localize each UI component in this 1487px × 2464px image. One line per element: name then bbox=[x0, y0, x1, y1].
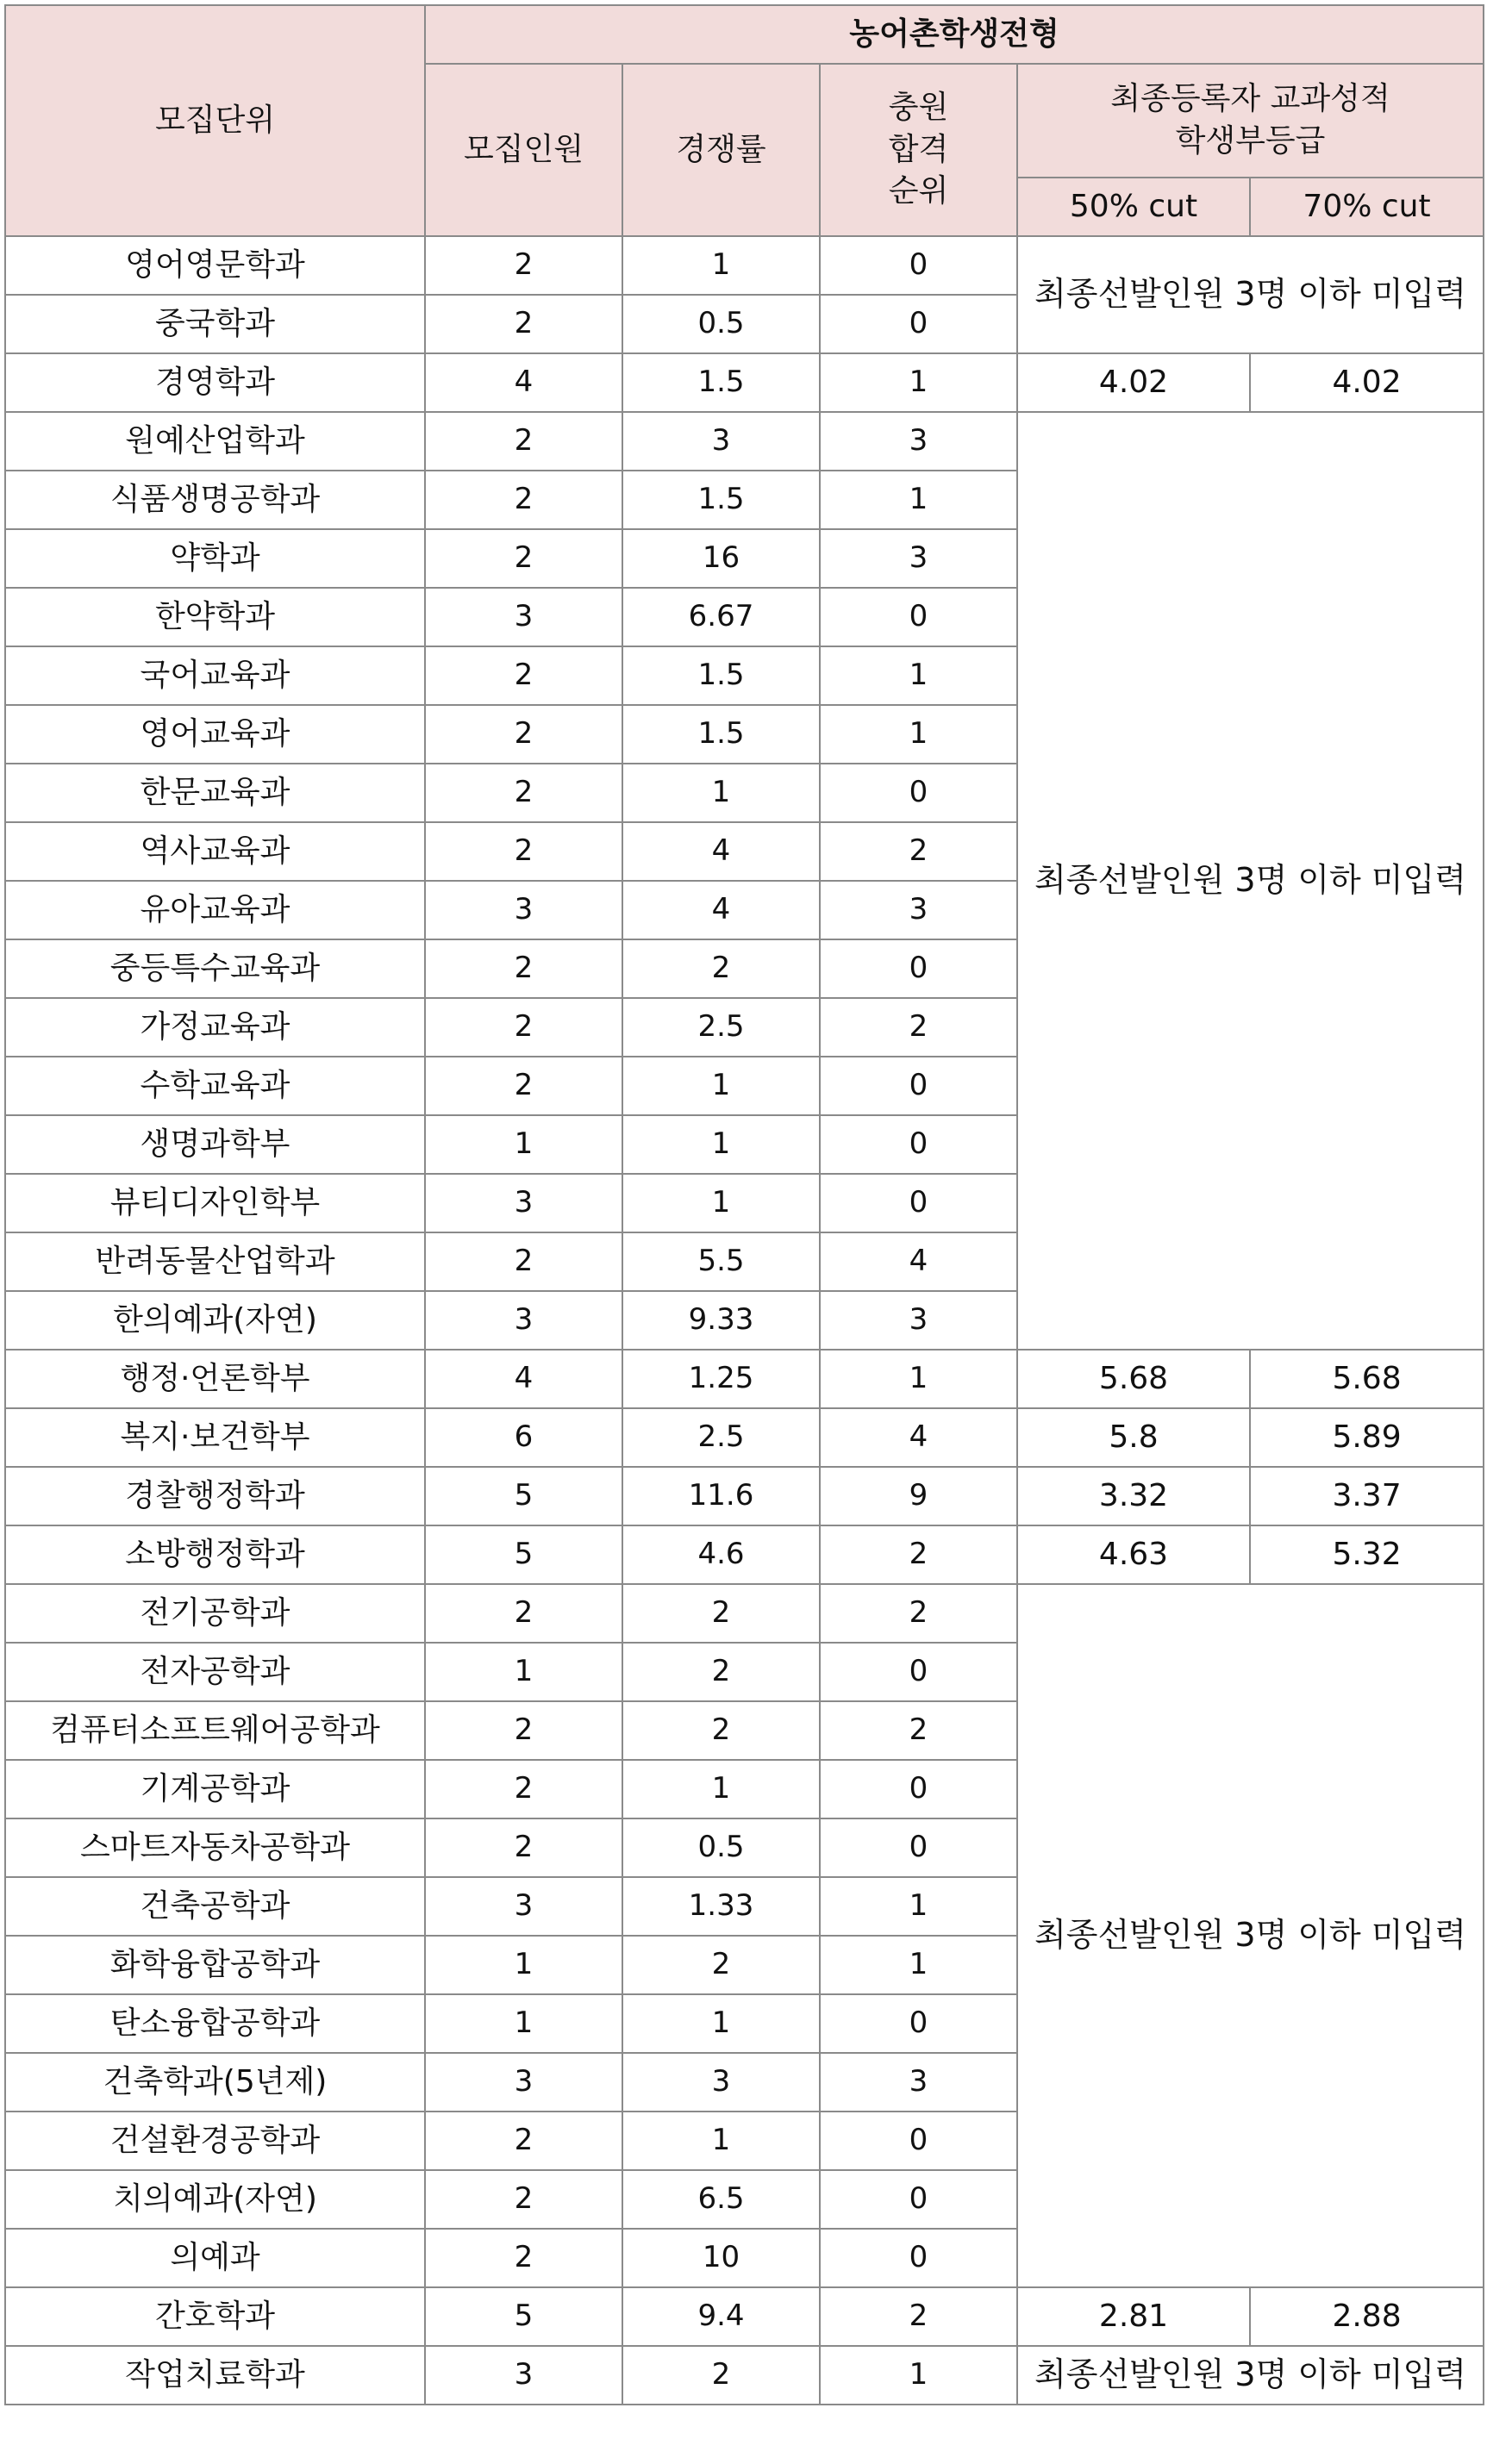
waitlist-rank-cell: 0 bbox=[820, 295, 1017, 353]
quota-cell: 1 bbox=[425, 1115, 622, 1174]
waitlist-rank-cell: 1 bbox=[820, 705, 1017, 764]
unit-cell: 컴퓨터소프트웨어공학과 bbox=[5, 1701, 425, 1760]
unit-cell: 수학교육과 bbox=[5, 1057, 425, 1115]
not-entered-note: 최종선발인원 3명 이하 미입력 bbox=[1017, 1584, 1484, 2287]
quota-cell: 5 bbox=[425, 2287, 622, 2346]
competition-cell: 16 bbox=[622, 529, 820, 588]
header-cut50: 50% cut bbox=[1017, 178, 1250, 236]
cut70-cell: 4.02 bbox=[1250, 353, 1484, 412]
competition-cell: 6.67 bbox=[622, 588, 820, 646]
waitlist-rank-cell: 0 bbox=[820, 2170, 1017, 2229]
competition-cell: 9.33 bbox=[622, 1291, 820, 1350]
competition-cell: 1 bbox=[622, 1115, 820, 1174]
quota-cell: 2 bbox=[425, 1701, 622, 1760]
quota-cell: 2 bbox=[425, 939, 622, 998]
competition-cell: 3 bbox=[622, 412, 820, 471]
quota-cell: 4 bbox=[425, 353, 622, 412]
unit-cell: 화학융합공학과 bbox=[5, 1936, 425, 1994]
competition-cell: 1.25 bbox=[622, 1350, 820, 1408]
quota-cell: 2 bbox=[425, 1232, 622, 1291]
unit-cell: 스마트자동차공학과 bbox=[5, 1818, 425, 1877]
unit-cell: 작업치료학과 bbox=[5, 2346, 425, 2405]
unit-cell: 한약학과 bbox=[5, 588, 425, 646]
unit-cell: 역사교육과 bbox=[5, 822, 425, 881]
admission-results-table bbox=[4, 4, 1484, 2405]
header-cut70: 70% cut bbox=[1250, 178, 1484, 236]
quota-cell: 4 bbox=[425, 1350, 622, 1408]
competition-cell: 6.5 bbox=[622, 2170, 820, 2229]
unit-cell: 건축학과(5년제) bbox=[5, 2053, 425, 2112]
competition-cell: 5.5 bbox=[622, 1232, 820, 1291]
waitlist-rank-cell: 2 bbox=[820, 2287, 1017, 2346]
waitlist-rank-cell: 3 bbox=[820, 412, 1017, 471]
waitlist-rank-cell: 0 bbox=[820, 588, 1017, 646]
cut70-cell: 3.37 bbox=[1250, 1467, 1484, 1525]
competition-cell: 1.33 bbox=[622, 1877, 820, 1936]
unit-cell: 뷰티디자인학부 bbox=[5, 1174, 425, 1232]
quota-cell: 2 bbox=[425, 1818, 622, 1877]
unit-cell: 건축공학과 bbox=[5, 1877, 425, 1936]
competition-cell: 1 bbox=[622, 1057, 820, 1115]
unit-cell: 전기공학과 bbox=[5, 1584, 425, 1643]
quota-cell: 1 bbox=[425, 1936, 622, 1994]
competition-cell: 9.4 bbox=[622, 2287, 820, 2346]
cut50-cell: 5.68 bbox=[1017, 1350, 1250, 1408]
unit-cell: 약학과 bbox=[5, 529, 425, 588]
unit-cell: 한문교육과 bbox=[5, 764, 425, 822]
unit-cell: 복지·보건학부 bbox=[5, 1408, 425, 1467]
waitlist-rank-cell: 0 bbox=[820, 764, 1017, 822]
header-waitlist: 충원 합격 순위 bbox=[820, 64, 1017, 236]
waitlist-rank-cell: 0 bbox=[820, 1174, 1017, 1232]
quota-cell: 3 bbox=[425, 1291, 622, 1350]
unit-cell: 원예산업학과 bbox=[5, 412, 425, 471]
quota-cell: 2 bbox=[425, 412, 622, 471]
waitlist-rank-cell: 9 bbox=[820, 1467, 1017, 1525]
quota-cell: 5 bbox=[425, 1467, 622, 1525]
cut50-cell: 5.8 bbox=[1017, 1408, 1250, 1467]
unit-cell: 건설환경공학과 bbox=[5, 2112, 425, 2170]
waitlist-rank-cell: 0 bbox=[820, 1994, 1017, 2053]
waitlist-rank-cell: 0 bbox=[820, 1057, 1017, 1115]
competition-cell: 1 bbox=[622, 764, 820, 822]
waitlist-rank-cell: 0 bbox=[820, 1115, 1017, 1174]
unit-cell: 생명과학부 bbox=[5, 1115, 425, 1174]
competition-cell: 1 bbox=[622, 236, 820, 295]
competition-cell: 2 bbox=[622, 939, 820, 998]
competition-cell: 1.5 bbox=[622, 705, 820, 764]
waitlist-rank-cell: 0 bbox=[820, 939, 1017, 998]
waitlist-rank-cell: 2 bbox=[820, 1584, 1017, 1643]
cut70-cell: 5.32 bbox=[1250, 1525, 1484, 1584]
header-unit: 모집단위 bbox=[5, 5, 425, 236]
unit-cell: 치의예과(자연) bbox=[5, 2170, 425, 2229]
not-entered-note: 최종선발인원 3명 이하 미입력 bbox=[1017, 2346, 1484, 2405]
quota-cell: 3 bbox=[425, 1877, 622, 1936]
table-row bbox=[5, 1584, 1484, 1643]
competition-cell: 2 bbox=[622, 1701, 820, 1760]
table-row bbox=[5, 1467, 1484, 1525]
unit-cell: 행정·언론학부 bbox=[5, 1350, 425, 1408]
waitlist-rank-cell: 0 bbox=[820, 2229, 1017, 2287]
competition-cell: 1 bbox=[622, 1760, 820, 1818]
competition-cell: 1 bbox=[622, 1174, 820, 1232]
competition-cell: 0.5 bbox=[622, 295, 820, 353]
competition-cell: 1 bbox=[622, 2112, 820, 2170]
quota-cell: 2 bbox=[425, 764, 622, 822]
waitlist-rank-cell: 1 bbox=[820, 1350, 1017, 1408]
competition-cell: 2 bbox=[622, 2346, 820, 2405]
not-entered-note: 최종선발인원 3명 이하 미입력 bbox=[1017, 412, 1484, 1350]
table-header bbox=[5, 5, 1484, 236]
waitlist-rank-cell: 1 bbox=[820, 353, 1017, 412]
table-row bbox=[5, 2346, 1484, 2405]
waitlist-rank-cell: 1 bbox=[820, 471, 1017, 529]
competition-cell: 4 bbox=[622, 881, 820, 939]
quota-cell: 2 bbox=[425, 471, 622, 529]
quota-cell: 2 bbox=[425, 1760, 622, 1818]
header-competition: 경쟁률 bbox=[622, 64, 820, 236]
quota-cell: 1 bbox=[425, 1994, 622, 2053]
quota-cell: 1 bbox=[425, 1643, 622, 1701]
unit-cell: 식품생명공학과 bbox=[5, 471, 425, 529]
waitlist-rank-cell: 3 bbox=[820, 2053, 1017, 2112]
quota-cell: 3 bbox=[425, 1174, 622, 1232]
quota-cell: 3 bbox=[425, 2053, 622, 2112]
table-row bbox=[5, 353, 1484, 412]
waitlist-rank-cell: 3 bbox=[820, 529, 1017, 588]
quota-cell: 2 bbox=[425, 646, 622, 705]
cut70-cell: 5.68 bbox=[1250, 1350, 1484, 1408]
cut70-cell: 2.88 bbox=[1250, 2287, 1484, 2346]
unit-cell: 탄소융합공학과 bbox=[5, 1994, 425, 2053]
competition-cell: 4 bbox=[622, 822, 820, 881]
waitlist-rank-cell: 3 bbox=[820, 881, 1017, 939]
table-row bbox=[5, 412, 1484, 471]
unit-cell: 소방행정학과 bbox=[5, 1525, 425, 1584]
competition-cell: 2 bbox=[622, 1936, 820, 1994]
table-row bbox=[5, 1525, 1484, 1584]
waitlist-rank-cell: 2 bbox=[820, 1701, 1017, 1760]
unit-cell: 영어영문학과 bbox=[5, 236, 425, 295]
table-row bbox=[5, 1350, 1484, 1408]
table-row bbox=[5, 2287, 1484, 2346]
quota-cell: 2 bbox=[425, 2112, 622, 2170]
waitlist-rank-cell: 0 bbox=[820, 236, 1017, 295]
waitlist-rank-cell: 0 bbox=[820, 1760, 1017, 1818]
unit-cell: 중등특수교육과 bbox=[5, 939, 425, 998]
unit-cell: 국어교육과 bbox=[5, 646, 425, 705]
competition-cell: 2.5 bbox=[622, 1408, 820, 1467]
table-body bbox=[5, 236, 1484, 2405]
header-group-title: 농어촌학생전형 bbox=[425, 5, 1484, 64]
unit-cell: 경찰행정학과 bbox=[5, 1467, 425, 1525]
quota-cell: 3 bbox=[425, 588, 622, 646]
unit-cell: 가정교육과 bbox=[5, 998, 425, 1057]
competition-cell: 1.5 bbox=[622, 646, 820, 705]
unit-cell: 반려동물산업학과 bbox=[5, 1232, 425, 1291]
quota-cell: 2 bbox=[425, 1584, 622, 1643]
unit-cell: 유아교육과 bbox=[5, 881, 425, 939]
cut70-cell: 5.89 bbox=[1250, 1408, 1484, 1467]
cut50-cell: 2.81 bbox=[1017, 2287, 1250, 2346]
cut50-cell: 4.02 bbox=[1017, 353, 1250, 412]
unit-cell: 의예과 bbox=[5, 2229, 425, 2287]
competition-cell: 11.6 bbox=[622, 1467, 820, 1525]
quota-cell: 5 bbox=[425, 1525, 622, 1584]
quota-cell: 2 bbox=[425, 822, 622, 881]
quota-cell: 2 bbox=[425, 2229, 622, 2287]
waitlist-rank-cell: 1 bbox=[820, 1936, 1017, 1994]
competition-cell: 1 bbox=[622, 1994, 820, 2053]
competition-cell: 4.6 bbox=[622, 1525, 820, 1584]
unit-cell: 간호학과 bbox=[5, 2287, 425, 2346]
waitlist-rank-cell: 4 bbox=[820, 1232, 1017, 1291]
waitlist-rank-cell: 1 bbox=[820, 2346, 1017, 2405]
waitlist-rank-cell: 0 bbox=[820, 1818, 1017, 1877]
cut50-cell: 4.63 bbox=[1017, 1525, 1250, 1584]
competition-cell: 10 bbox=[622, 2229, 820, 2287]
table-row bbox=[5, 1408, 1484, 1467]
unit-cell: 경영학과 bbox=[5, 353, 425, 412]
quota-cell: 2 bbox=[425, 236, 622, 295]
cut50-cell: 3.32 bbox=[1017, 1467, 1250, 1525]
header-grade-title: 최종등록자 교과성적 학생부등급 bbox=[1017, 64, 1484, 178]
table-row bbox=[5, 236, 1484, 295]
quota-cell: 2 bbox=[425, 529, 622, 588]
waitlist-rank-cell: 1 bbox=[820, 646, 1017, 705]
competition-cell: 3 bbox=[622, 2053, 820, 2112]
quota-cell: 2 bbox=[425, 705, 622, 764]
quota-cell: 2 bbox=[425, 2170, 622, 2229]
competition-cell: 2.5 bbox=[622, 998, 820, 1057]
quota-cell: 2 bbox=[425, 1057, 622, 1115]
waitlist-rank-cell: 3 bbox=[820, 1291, 1017, 1350]
quota-cell: 3 bbox=[425, 881, 622, 939]
unit-cell: 영어교육과 bbox=[5, 705, 425, 764]
competition-cell: 1.5 bbox=[622, 471, 820, 529]
competition-cell: 1.5 bbox=[622, 353, 820, 412]
competition-cell: 0.5 bbox=[622, 1818, 820, 1877]
competition-cell: 2 bbox=[622, 1584, 820, 1643]
waitlist-rank-cell: 4 bbox=[820, 1408, 1017, 1467]
waitlist-rank-cell: 2 bbox=[820, 822, 1017, 881]
unit-cell: 기계공학과 bbox=[5, 1760, 425, 1818]
waitlist-rank-cell: 1 bbox=[820, 1877, 1017, 1936]
quota-cell: 2 bbox=[425, 295, 622, 353]
quota-cell: 6 bbox=[425, 1408, 622, 1467]
quota-cell: 3 bbox=[425, 2346, 622, 2405]
unit-cell: 한의예과(자연) bbox=[5, 1291, 425, 1350]
waitlist-rank-cell: 0 bbox=[820, 1643, 1017, 1701]
not-entered-note: 최종선발인원 3명 이하 미입력 bbox=[1017, 236, 1484, 353]
quota-cell: 2 bbox=[425, 998, 622, 1057]
waitlist-rank-cell: 2 bbox=[820, 998, 1017, 1057]
header-quota: 모집인원 bbox=[425, 64, 622, 236]
competition-cell: 2 bbox=[622, 1643, 820, 1701]
unit-cell: 중국학과 bbox=[5, 295, 425, 353]
unit-cell: 전자공학과 bbox=[5, 1643, 425, 1701]
waitlist-rank-cell: 0 bbox=[820, 2112, 1017, 2170]
waitlist-rank-cell: 2 bbox=[820, 1525, 1017, 1584]
